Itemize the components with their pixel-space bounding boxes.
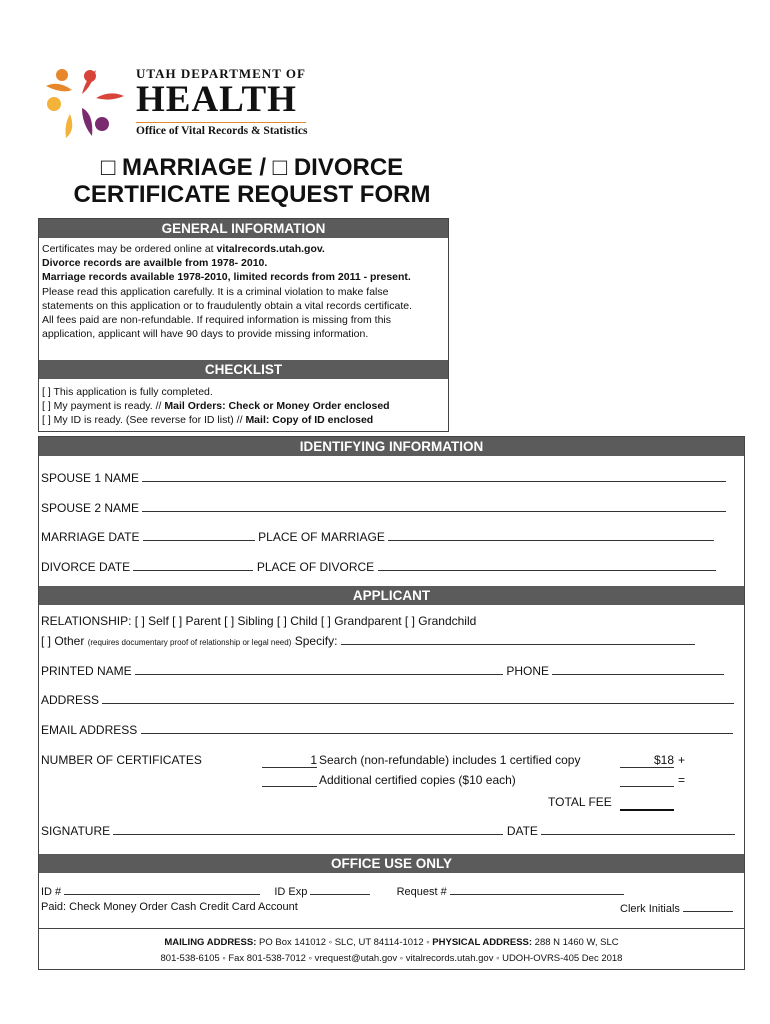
- checklist-item-complete[interactable]: [ ] This application is fully completed.: [42, 386, 213, 398]
- signature-label: SIGNATURE: [41, 824, 111, 838]
- office-use-header: OFFICE USE ONLY: [39, 854, 744, 873]
- org-line2: HEALTH: [136, 79, 297, 120]
- gi-line6: All fees paid are non-refundable. If required information is missing from this: [42, 314, 392, 327]
- checklist-item-payment: [ ] My payment is ready. // Mail Orders: Check or Money Order enclosed: [42, 400, 390, 413]
- general-info-section: [38, 218, 449, 432]
- footer: [39, 935, 744, 967]
- additional-text: Additional certified copies ($10 each): [319, 773, 516, 787]
- org-line1: UTAH DEPARTMENT OF: [136, 66, 306, 81]
- id-exp-field[interactable]: [310, 884, 370, 895]
- title-line2: CERTIFICATE REQUEST FORM: [73, 181, 431, 208]
- relationship-options[interactable]: RELATIONSHIP: [ ] Self [ ] Parent [ ] Sibling [ ] Child [ ] Grandparent [ ] Grandchild: [41, 614, 477, 628]
- other-row: [41, 634, 695, 648]
- general-info-text: [39, 238, 448, 341]
- gi-line3: Marriage records available 1978-2010, limited records from 2011 - present.: [42, 271, 411, 284]
- signature-row: [41, 824, 735, 838]
- org-line3: Office of Vital Records & Statistics: [136, 122, 306, 137]
- address-label: ADDRESS: [41, 693, 100, 707]
- form-title: [52, 154, 452, 208]
- divorce-date-field[interactable]: [133, 560, 253, 571]
- id-field[interactable]: [64, 884, 260, 895]
- org-name: [136, 66, 306, 137]
- divorce-row: [41, 560, 716, 574]
- office-id-row: [41, 884, 624, 898]
- checklist-item-id: [ ] My ID is ready. (See reverse for ID list) // Mail: Copy of ID enclosed: [42, 414, 374, 427]
- search-qty-field[interactable]: 1: [262, 753, 317, 768]
- address-field[interactable]: [102, 693, 734, 704]
- total-fee-label: TOTAL FEE: [548, 795, 612, 809]
- paid-options[interactable]: Paid: Check Money Order Cash Credit Card Account: [41, 901, 298, 913]
- gi-line1b: vitalrecords.utah.gov.: [216, 243, 325, 255]
- udoh-logo-icon: [42, 64, 128, 142]
- date-field[interactable]: [541, 824, 735, 835]
- clerk-label: Clerk Initials: [620, 903, 680, 915]
- gi-line4: Please read this application carefully. It is a criminal violation to make false: [42, 285, 389, 298]
- place-marriage-label: PLACE OF MARRIAGE: [258, 530, 385, 544]
- divorce-date-label: DIVORCE DATE: [41, 560, 131, 574]
- clerk-row: [620, 901, 733, 915]
- footer-divider: [39, 928, 744, 929]
- footer-line2: 801-538-6105 ◦ Fax 801-538-7012 ◦ vrequest@utah.gov ◦ vitalrecords.utah.gov ◦ UDOH-OVRS-405 Dec 2018: [160, 953, 623, 964]
- spouse2-label: SPOUSE 2 NAME: [41, 501, 140, 515]
- spouse2-field[interactable]: [142, 501, 726, 512]
- printed-name-row: [41, 664, 724, 678]
- specify-label: Specify:: [294, 634, 338, 648]
- total-fee-field[interactable]: [620, 795, 674, 811]
- num-certs-label: NUMBER OF CERTIFICATES: [41, 753, 202, 767]
- clerk-field[interactable]: [683, 901, 733, 912]
- id-label: ID #: [41, 886, 62, 898]
- gi-line2: Divorce records are availble from 1978- 2010.: [42, 257, 268, 270]
- address-row: [41, 693, 734, 707]
- spouse1-label: SPOUSE 1 NAME: [41, 471, 140, 485]
- other-checkbox[interactable]: [ ] Other: [41, 634, 85, 648]
- email-field[interactable]: [141, 723, 733, 734]
- search-text: Search (non-refundable) includes 1 certified copy: [319, 753, 581, 767]
- equals-sign: =: [678, 773, 686, 787]
- date-label: DATE: [506, 824, 538, 838]
- specify-field[interactable]: [341, 634, 695, 645]
- other-note: (requires documentary proof of relationship or legal need): [87, 638, 292, 647]
- marriage-row: [41, 530, 714, 544]
- phone-field[interactable]: [552, 664, 724, 675]
- gi-line5: statements on this application or to fraudulently obtain a vital records certificate.: [42, 299, 413, 312]
- checklist-header: CHECKLIST: [39, 360, 448, 379]
- phone-label: PHONE: [506, 664, 550, 678]
- spouse1-row: [41, 471, 726, 485]
- title-line1: □ MARRIAGE / □ DIVORCE: [100, 154, 404, 181]
- request-field[interactable]: [450, 884, 624, 895]
- spouse1-field[interactable]: [142, 471, 726, 482]
- printed-name-field[interactable]: [135, 664, 503, 675]
- id-exp-label: ID Exp: [274, 886, 308, 898]
- applicant-header: APPLICANT: [39, 586, 744, 605]
- search-fee-field[interactable]: $18: [620, 753, 674, 768]
- place-divorce-label: PLACE OF DIVORCE: [256, 560, 375, 574]
- checklist: [42, 385, 390, 428]
- general-info-header: GENERAL INFORMATION: [39, 219, 448, 238]
- additional-fee-field[interactable]: [620, 773, 674, 787]
- spouse2-row: [41, 501, 726, 515]
- additional-qty-field[interactable]: [262, 773, 317, 787]
- plus-sign: +: [678, 753, 686, 767]
- signature-field[interactable]: [113, 824, 503, 835]
- gi-line1a: Certificates may be ordered online at: [42, 243, 217, 255]
- gi-line7: application, applicant will have 90 days to provide missing information.: [42, 328, 369, 341]
- email-label: EMAIL ADDRESS: [41, 723, 138, 737]
- marriage-date-label: MARRIAGE DATE: [41, 530, 140, 544]
- email-row: [41, 723, 733, 737]
- footer-line1: MAILING ADDRESS: PO Box 141012 ◦ SLC, UT 84114-1012 ◦ PHYSICAL ADDRESS: 288 N 1460 W, SLC: [164, 937, 619, 948]
- identifying-header: IDENTIFYING INFORMATION: [39, 437, 744, 456]
- place-marriage-field[interactable]: [388, 530, 714, 541]
- request-label: Request #: [396, 886, 447, 898]
- marriage-date-field[interactable]: [143, 530, 255, 541]
- place-divorce-field[interactable]: [378, 560, 716, 571]
- printed-name-label: PRINTED NAME: [41, 664, 132, 678]
